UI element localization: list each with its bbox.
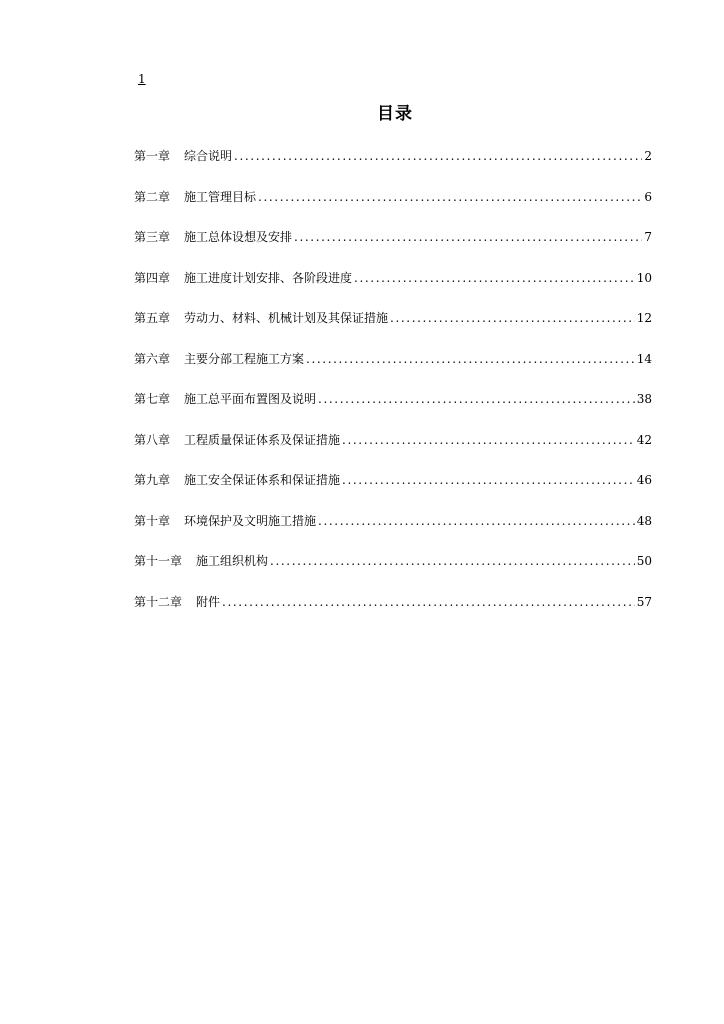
toc-page-number: 50 [636,554,652,568]
toc-entry-title: 施工进度计划安排、各阶段进度 [184,270,353,285]
toc-page-number: 7 [644,230,652,244]
toc-entry[interactable] [134,308,652,349]
toc-chapter-number: 第八章 [134,432,171,447]
toc-chapter-number: 第九章 [134,473,171,487]
toc-dot-leader [234,146,642,166]
toc-entry-title: 环境保护及文明施工措施 [184,513,317,528]
toc-dot-leader [222,592,635,612]
toc-page-number: 57 [636,594,652,609]
toc-entry[interactable] [134,592,652,633]
toc-entry-title: 主要分部工程施工方案 [184,351,305,366]
toc-page-number: 48 [636,513,652,528]
toc-entry-title: 施工安全保证体系和保证措施 [184,473,341,487]
toc-entry[interactable] [134,551,652,592]
toc-title: 目录 [377,104,413,124]
toc-entry-title: 施工总平面布置图及说明 [184,392,317,406]
toc-dot-leader [342,470,635,490]
toc-dot-leader [270,551,635,571]
toc-chapter-number: 第十二章 [134,594,183,609]
toc-chapter-number: 第十章 [134,513,171,528]
toc-entry[interactable] [134,430,652,471]
toc-entry[interactable] [134,389,652,430]
toc-dot-leader [390,308,635,328]
toc-dot-leader [258,187,642,207]
toc-page-number: 38 [636,392,652,406]
table-of-contents [134,146,652,632]
toc-dot-leader [342,430,635,450]
toc-chapter-number: 第四章 [134,270,171,285]
toc-dot-leader [306,349,635,369]
toc-entry-title: 施工总体设想及安排 [184,230,293,244]
toc-entry[interactable] [134,470,652,511]
toc-chapter-number: 第六章 [134,351,171,366]
toc-chapter-number: 第十一章 [134,554,183,568]
toc-page-number: 42 [636,432,652,447]
toc-entry-title: 劳动力、材料、机械计划及其保证措施 [184,311,389,325]
toc-entry-title: 施工组织机构 [196,554,269,568]
toc-chapter-number: 第一章 [134,149,171,163]
toc-entry[interactable] [134,227,652,268]
toc-chapter-number: 第七章 [134,392,171,406]
toc-page-number: 6 [644,189,652,204]
toc-entry[interactable] [134,349,652,390]
toc-chapter-number: 第五章 [134,311,171,325]
toc-entry[interactable] [134,146,652,187]
toc-entry-title: 工程质量保证体系及保证措施 [184,432,341,447]
toc-page-number: 14 [636,351,652,366]
toc-dot-leader [318,389,635,409]
toc-dot-leader [318,511,635,531]
toc-entry[interactable] [134,187,652,228]
toc-page-number: 12 [636,311,652,325]
toc-dot-leader [294,227,642,247]
toc-page-number: 46 [636,473,652,487]
toc-chapter-number: 第三章 [134,230,171,244]
page-number: 1 [138,72,146,86]
toc-dot-leader [354,268,635,288]
toc-entry[interactable] [134,511,652,552]
toc-entry-title: 附件 [196,594,221,609]
toc-entry-title: 施工管理目标 [184,189,257,204]
toc-entry[interactable] [134,268,652,309]
toc-chapter-number: 第二章 [134,189,171,204]
toc-entry-title: 综合说明 [184,149,233,163]
toc-page-number: 2 [644,149,652,163]
toc-page-number: 10 [636,270,652,285]
